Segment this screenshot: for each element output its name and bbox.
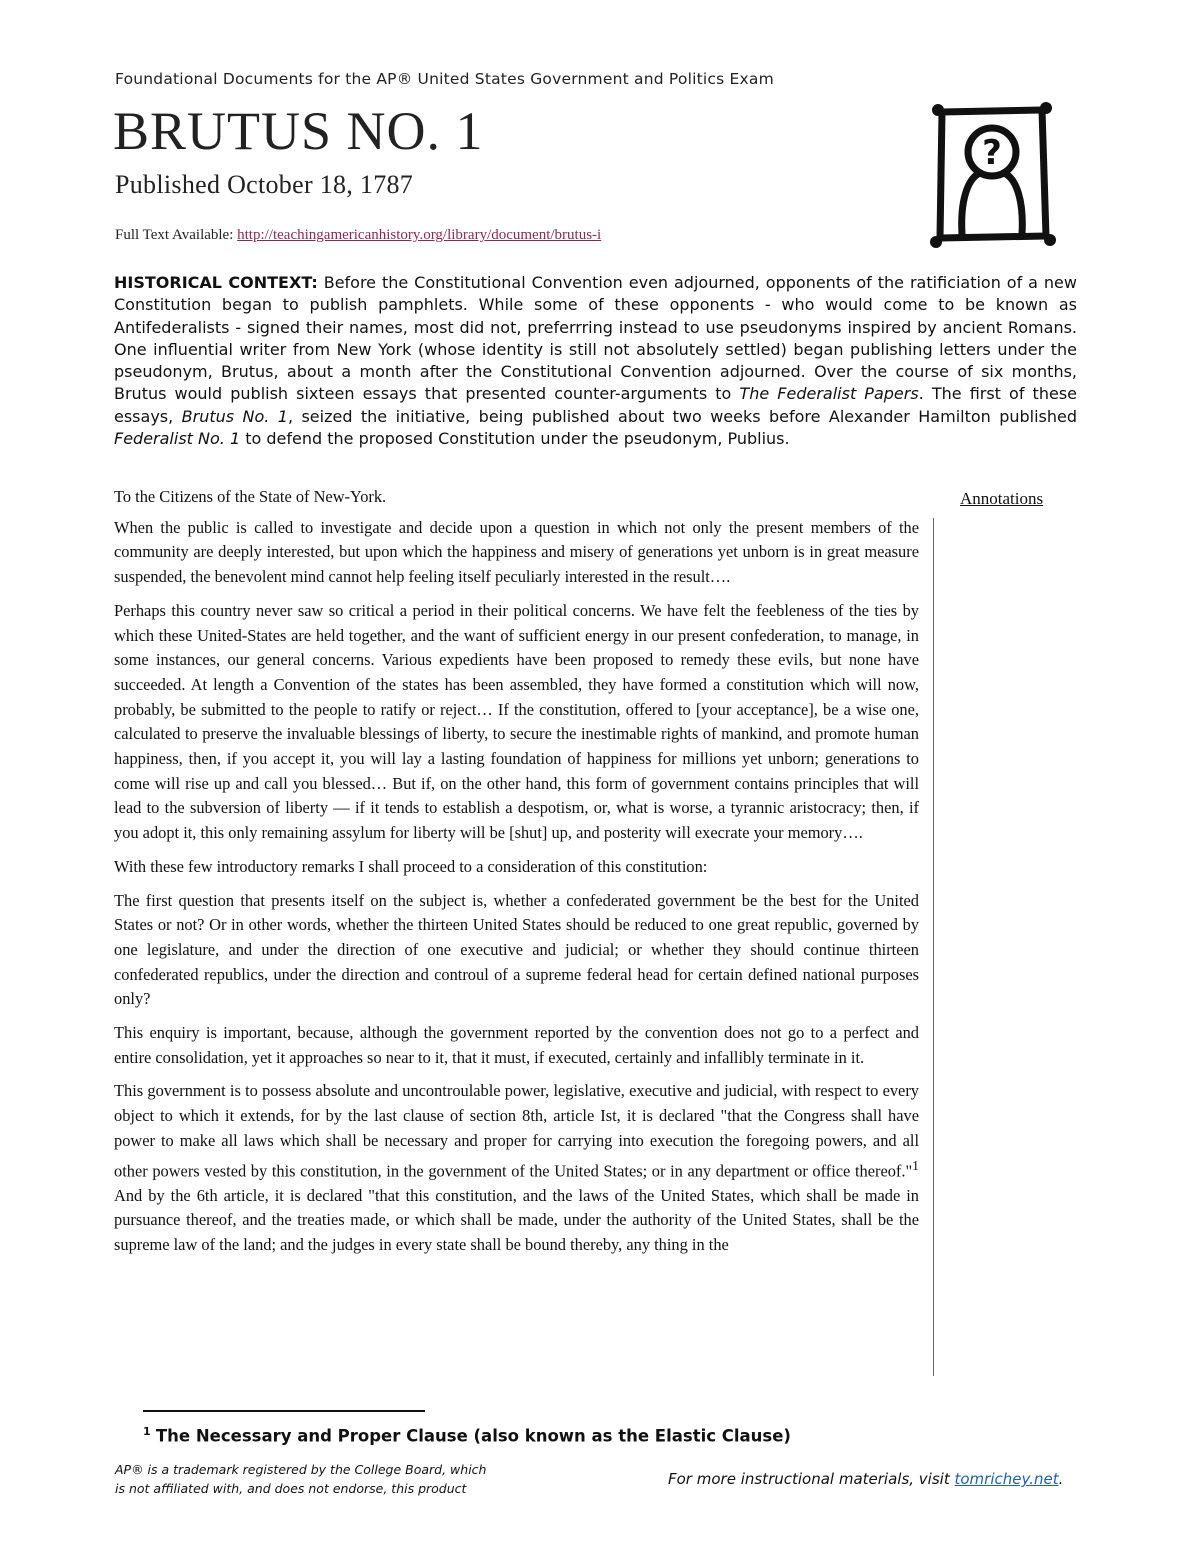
body-paragraph: When the public is called to investigate and decide upon a question in which not only the present members of the community are deeply interested, but upon which the happiness and misery of generations yet unborn is in great measure suspended, the benevolent mind cannot help feeling itself peculiarly interested in the result…. <box>114 517 919 587</box>
publication-date: Published October 18, 1787 <box>115 170 414 199</box>
context-em-brutus: Brutus No. 1 <box>181 406 288 426</box>
trademark-line: is not affiliated with, and does not endorse, this product <box>115 1481 467 1496</box>
historical-context <box>114 272 1077 450</box>
promo-link[interactable]: tomrichey.net <box>954 1470 1059 1488</box>
body-paragraph: This enquiry is important, because, although the government reported by the convention does not go to a perfect and entire consolidation, yet it approaches so near to it, that it must, if executed, certainly and infallibly terminate in it. <box>114 1023 919 1067</box>
body-paragraph: Perhaps this country never saw so critical a period in their political concerns. We have felt the feebleness of the ties by which these United-States are held together, and the want of sufficient energy in our present confederation, to manage, in some instances, our general concerns. Various expedients have been proposed to remedy these evils, but none have succeeded. At length a Convention of the states has been assembled, they have formed a constitution which will now, probably, be submitted to the people to ratify or reject… If the constitution, offered to [your acceptance], be a wise one, calculated to preserve the invaluable blessings of liberty, to secure the inestimable rights of mankind, and promote human happiness, then, if you accept it, you will lay a lasting foundation of happiness for millions yet unborn; generations to come will rise up and call you blessed… But if, on the other hand, this form of government contains principles that will lead to the subversion of liberty — if it tends to establish a despotism, or, what is worse, a tyrannic aristocracy; then, if you adopt it, this only remaining assylum for liberty will be [shut] up, and posterity will execrate your memory…. <box>114 600 919 843</box>
document-body <box>114 485 919 1267</box>
footnote <box>143 1425 791 1446</box>
trademark-notice <box>115 1460 535 1498</box>
full-text-label: Full Text Available: <box>115 227 234 243</box>
annotations-margin-rule <box>933 518 934 1376</box>
full-text-link[interactable]: http://teachingamericanhistory.org/library/document/brutus-i <box>237 227 602 243</box>
annotations-heading: Annotations <box>960 489 1044 508</box>
context-text: . The first of these essays, <box>114 384 1077 426</box>
trademark-line: AP® is a trademark registered by the College Board, which <box>115 1462 487 1477</box>
body-text: This government is to possess absolute and uncontroulable power, legislative, executive and judicial, with respect to every object to which it extends, for by the last clause of section 8th, article Ist, it is declared "that the Congress shall have power to make all laws which shall be necessary and proper for carrying into execution the foregoing powers, and all other powers vested by this constitution, in the government of the United States; or in any department or office thereof." <box>114 1081 919 1181</box>
promo-line <box>668 1470 1063 1488</box>
footnote-text: The Necessary and Proper Clause (also known as the Elastic Clause) <box>155 1426 791 1446</box>
series-kicker: Foundational Documents for the AP® United States Government and Politics Exam <box>115 70 774 88</box>
context-text: Before the Constitutional Convention even adjourned, opponents of the ratificiation of a new Constitution began to publish pamphlets. While some of these opponents - who would come to be known as Antifederalists - signed their names, most did not, preferrring instead to use pseudonyms inspired by ancient Romans. One influential writer from New York (whose identity is still not absolutely settled) began publishing letters under the pseudonym, Brutus, about a month after the Constitutional Convention adjourned. Over the course of six months, Brutus would publish sixteen essays that presented counter-arguments to <box>114 273 1077 404</box>
unknown-person-portrait-icon <box>928 100 1056 248</box>
body-paragraph <box>114 1079 919 1257</box>
body-text: And by the 6th article, it is declared "that this constitution, and the laws of the United States, which shall be made in pursuance thereof, and the treaties made, or which shall be made, under the authority of the United States, shall be the supreme law of the land; and the judges in every state shall be bound thereby, any thing in the <box>114 1185 919 1255</box>
footnote-separator <box>143 1410 425 1412</box>
footnote-number: 1 <box>143 1425 151 1438</box>
context-text: to defend the proposed Constitution under the pseudonym, Publius. <box>240 429 790 449</box>
context-em-federalist-no1: Federalist No. 1 <box>114 429 241 449</box>
salutation: To the Citizens of the State of New-York. <box>114 487 387 506</box>
context-em-federalist-papers: The Federalist Papers <box>739 384 919 404</box>
page-title: BRUTUS NO. 1 <box>113 101 484 161</box>
footnote-reference[interactable]: 1 <box>912 1157 919 1173</box>
body-paragraph: With these few introductory remarks I shall proceed to a consideration of this constitution: <box>114 856 708 876</box>
context-text: , seized the initiative, being published about two weeks before Alexander Hamilton published <box>287 406 1078 426</box>
promo-text: For more instructional materials, visit <box>668 1470 955 1488</box>
body-paragraph: The first question that presents itself on the subject is, whether a confederated government be the best for the United States or not? Or in other words, whether the thirteen United States should be reduced to one great republic, governed by one legislature, and under the direction of one executive and judicial; or whether they should continue thirteen confederated republics, under the direction and controul of a supreme federal head for certain defined national purposes only? <box>114 890 919 1009</box>
svg-text:?: ? <box>982 133 1002 173</box>
full-text-line <box>115 227 601 244</box>
promo-end: . <box>1058 1470 1064 1488</box>
context-label: HISTORICAL CONTEXT: <box>114 273 318 292</box>
